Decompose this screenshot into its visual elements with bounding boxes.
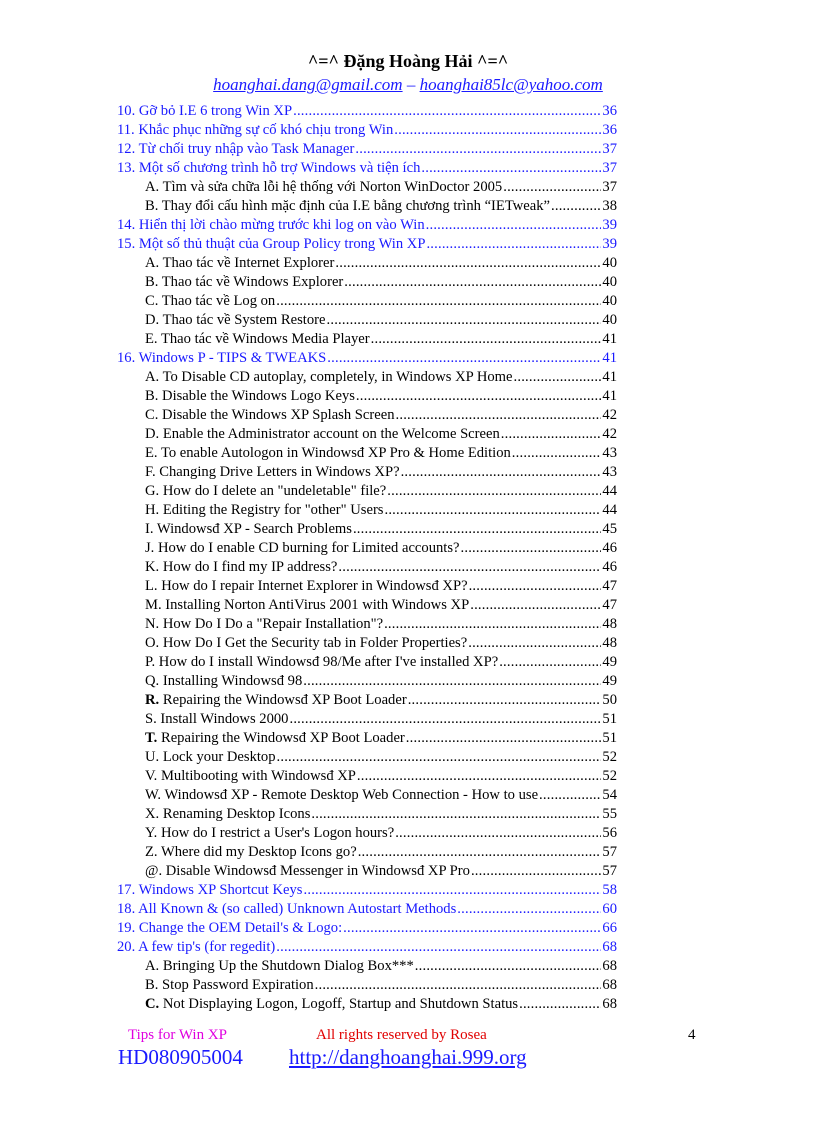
page-header-title: ^=^ Đặng Hoàng Hải ^=^ — [307, 51, 509, 71]
toc-entry-title — [145, 691, 407, 710]
toc-subentry[interactable] — [117, 615, 617, 634]
toc-entry-title: U. Lock your Desktop — [145, 749, 276, 765]
toc-dot-leader — [355, 140, 601, 159]
toc-dot-leader — [315, 976, 602, 995]
toc-subentry[interactable] — [117, 653, 617, 672]
toc-subentry[interactable] — [117, 254, 617, 273]
toc-subentry[interactable] — [117, 729, 617, 748]
email-link-gmail[interactable]: hoanghai.dang@gmail.com — [213, 75, 403, 94]
toc-page-number: 44 — [602, 483, 617, 499]
toc-page-number: 40 — [602, 312, 617, 328]
email-separator: – — [406, 75, 416, 94]
toc-page-number: 41 — [602, 369, 617, 385]
toc-page-number: 56 — [602, 825, 617, 841]
toc-dot-leader — [514, 368, 602, 387]
toc-page-number: 40 — [602, 293, 617, 309]
toc-subentry[interactable] — [117, 805, 617, 824]
toc-dot-leader — [387, 482, 601, 501]
toc-dot-leader — [426, 216, 602, 235]
toc-dot-leader — [344, 273, 601, 292]
toc-entry-title: M. Installing Norton AntiVirus 2001 with Windows XP — [145, 597, 470, 613]
toc-page-number: 54 — [602, 787, 617, 803]
toc-entry[interactable] — [117, 159, 617, 178]
toc-page-number: 49 — [602, 673, 617, 689]
toc-entry-title — [145, 995, 518, 1014]
toc-entry-title: N. How Do I Do a "Repair Installation"? — [145, 616, 384, 632]
toc-dot-leader — [357, 767, 601, 786]
toc-entry[interactable] — [117, 938, 617, 957]
toc-dot-leader — [384, 501, 601, 520]
toc-entry-title: H. Editing the Registry for "other" Users — [145, 502, 384, 518]
toc-dot-leader — [395, 824, 601, 843]
toc-entry-title: W. Windowsđ XP - Remote Desktop Web Connection - How to use — [145, 787, 539, 803]
toc-page-number: 68 — [602, 977, 617, 993]
toc-dot-leader — [421, 159, 601, 178]
toc-page-number: 68 — [602, 939, 617, 955]
toc-page-number: 46 — [602, 540, 617, 556]
toc-dot-leader — [293, 102, 601, 121]
toc-dot-leader — [519, 995, 601, 1014]
toc-subentry[interactable] — [117, 843, 617, 862]
toc-entry-title: B. Thay đổi cấu hình mặc định của I.E bằng chương trình “IETweak” — [145, 198, 550, 214]
toc-dot-leader — [401, 463, 602, 482]
toc-entry-text: Repairing the Windowsđ XP Boot Loader — [162, 692, 407, 708]
toc-dot-leader — [311, 805, 601, 824]
toc-entry-title: A. Tìm và sửa chữa lỗi hệ thống với Norton WinDoctor 2005 — [145, 179, 503, 195]
toc-subentry[interactable] — [117, 767, 617, 786]
toc-page-number: 36 — [602, 122, 617, 138]
toc-subentry[interactable] — [117, 539, 617, 558]
email-link-yahoo[interactable]: hoanghai85lc@yahoo.com — [419, 75, 603, 94]
toc-dot-leader — [343, 919, 601, 938]
toc-dot-leader — [276, 292, 601, 311]
toc-entry-title: O. How Do I Get the Security tab in Folder Properties? — [145, 635, 468, 651]
toc-page-number: 57 — [602, 844, 617, 860]
toc-subentry[interactable] — [117, 596, 617, 615]
toc-entry[interactable] — [117, 121, 617, 140]
toc-dot-leader — [335, 254, 601, 273]
toc-entry-title: B. Thao tác về Windows Explorer — [145, 274, 344, 290]
toc-subentry[interactable] — [117, 292, 617, 311]
toc-subentry[interactable] — [117, 330, 617, 349]
toc-entry-title: 17. Windows XP Shortcut Keys — [117, 882, 303, 898]
toc-entry-title: C. Thao tác về Log on — [145, 293, 276, 309]
toc-entry-title: E. Thao tác về Windows Media Player — [145, 331, 370, 347]
toc-subentry[interactable] — [117, 501, 617, 520]
toc-subentry[interactable] — [117, 824, 617, 843]
toc-page-number: 47 — [602, 597, 617, 613]
footer-document-code: HD080905004 — [118, 1045, 243, 1069]
toc-dot-leader — [426, 235, 601, 254]
toc-entry-title: 14. Hiển thị lời chào mừng trước khi log on vào Win — [117, 217, 425, 233]
toc-entry[interactable] — [117, 919, 617, 938]
toc-page-number: 52 — [602, 749, 617, 765]
toc-page-number: 49 — [602, 654, 617, 670]
toc-page-number: 41 — [602, 350, 617, 366]
toc-page-number: 40 — [602, 274, 617, 290]
toc-dot-leader — [539, 786, 601, 805]
toc-subentry[interactable] — [117, 368, 617, 387]
toc-page-number: 47 — [602, 578, 617, 594]
toc-subentry[interactable] — [117, 862, 617, 881]
toc-subentry[interactable] — [117, 406, 617, 425]
toc-dot-leader — [503, 178, 601, 197]
toc-entry-title: G. How do I delete an "undeletable" file? — [145, 483, 387, 499]
toc-dot-leader — [338, 558, 601, 577]
toc-entry[interactable] — [117, 102, 617, 121]
toc-subentry[interactable] — [117, 463, 617, 482]
toc-dot-leader — [415, 957, 602, 976]
toc-entry-title: 19. Change the OEM Detail's & Logo: — [117, 920, 343, 936]
toc-page-number: 50 — [602, 692, 617, 708]
toc-subentry[interactable] — [117, 311, 617, 330]
toc-entry-title — [145, 729, 405, 748]
toc-dot-leader — [396, 406, 602, 425]
toc-subentry[interactable] — [117, 273, 617, 292]
toc-entry-title: C. Disable the Windows XP Splash Screen — [145, 407, 395, 423]
toc-page-number: 41 — [602, 331, 617, 347]
toc-subentry[interactable] — [117, 178, 617, 197]
toc-dot-leader — [468, 634, 601, 653]
toc-page-number: 42 — [602, 407, 617, 423]
page-number: 4 — [688, 1027, 696, 1043]
toc-entry-title: Z. Where did my Desktop Icons go? — [145, 844, 357, 860]
toc-page-number: 68 — [602, 958, 617, 974]
toc-dot-leader — [471, 862, 601, 881]
toc-entry-title: X. Renaming Desktop Icons — [145, 806, 311, 822]
toc-dot-leader — [356, 387, 601, 406]
toc-dot-leader — [353, 520, 601, 539]
toc-entry-letter: R. — [145, 692, 160, 708]
toc-entry-title: B. Stop Password Expiration — [145, 977, 314, 993]
toc-entry[interactable] — [117, 235, 617, 254]
toc-subentry[interactable] — [117, 482, 617, 501]
toc-page-number: 66 — [602, 920, 617, 936]
toc-page-number: 58 — [602, 882, 617, 898]
toc-dot-leader — [384, 615, 601, 634]
toc-entry-title: 11. Khắc phục những sự cố khó chịu trong Win — [117, 122, 394, 138]
toc-dot-leader — [501, 425, 602, 444]
toc-entry-text: Repairing the Windowsđ XP Boot Loader — [160, 730, 405, 746]
toc-page-number: 48 — [602, 635, 617, 651]
toc-entry-title: 12. Từ chối truy nhập vào Task Manager — [117, 141, 355, 157]
toc-dot-leader — [512, 444, 602, 463]
toc-entry-letter: T. — [145, 730, 158, 746]
toc-page-number: 45 — [602, 521, 617, 537]
toc-subentry[interactable] — [117, 710, 617, 729]
toc-page-number: 44 — [602, 502, 617, 518]
toc-page-number: 39 — [602, 236, 617, 252]
toc-dot-leader — [457, 900, 601, 919]
toc-dot-leader — [276, 938, 601, 957]
toc-entry-title: 20. A few tip's (for regedit) — [117, 939, 276, 955]
toc-dot-leader — [289, 710, 601, 729]
toc-subentry[interactable] — [117, 786, 617, 805]
toc-page-number: 42 — [602, 426, 617, 442]
toc-dot-leader — [327, 311, 602, 330]
toc-subentry[interactable] — [117, 425, 617, 444]
toc-subentry[interactable] — [117, 976, 617, 995]
toc-page-number: 57 — [602, 863, 617, 879]
toc-entry-title: A. Bringing Up the Shutdown Dialog Box*** — [145, 958, 414, 974]
toc-entry-title: Q. Installing Windowsđ 98 — [145, 673, 303, 689]
toc-page-number: 39 — [602, 217, 617, 233]
toc-entry-title: A. Thao tác về Internet Explorer — [145, 255, 335, 271]
toc-page-number: 46 — [602, 559, 617, 575]
toc-page-number: 43 — [602, 445, 617, 461]
toc-subentry[interactable] — [117, 197, 617, 216]
toc-dot-leader — [303, 672, 601, 691]
toc-page-number: 41 — [602, 388, 617, 404]
toc-entry-title: 16. Windows P - TIPS & TWEAKS — [117, 350, 327, 366]
toc-subentry[interactable] — [117, 995, 617, 1014]
toc-dot-leader — [358, 843, 602, 862]
toc-entry-title: I. Windowsđ XP - Search Problems — [145, 521, 352, 537]
toc-dot-leader — [327, 349, 601, 368]
toc-entry-title: @. Disable Windowsđ Messenger in Windowsđ XP Pro — [145, 863, 470, 879]
toc-entry[interactable] — [117, 349, 617, 368]
toc-subentry[interactable] — [117, 520, 617, 539]
footer-document-label: Tips for Win XP — [128, 1027, 228, 1043]
toc-entry-title: V. Multibooting with Windowsđ XP — [145, 768, 356, 784]
toc-page-number: 36 — [602, 103, 617, 119]
toc-subentry[interactable] — [117, 672, 617, 691]
toc-entry-title: D. Thao tác về System Restore — [145, 312, 326, 328]
toc-entry-title: 15. Một số thủ thuật của Group Policy trong Win XP — [117, 236, 426, 252]
toc-entry-title: P. How do I install Windowsđ 98/Me after I've installed XP? — [145, 654, 499, 670]
toc-entry-text: Not Displaying Logon, Logoff, Startup and Shutdown Status — [162, 996, 519, 1012]
toc-page-number: 48 — [602, 616, 617, 632]
toc-page-number: 40 — [602, 255, 617, 271]
toc-page-number: 38 — [602, 198, 617, 214]
toc-subentry[interactable] — [117, 634, 617, 653]
toc-subentry[interactable] — [117, 748, 617, 767]
toc-subentry[interactable] — [117, 387, 617, 406]
toc-entry-letter: C. — [145, 996, 160, 1012]
toc-subentry[interactable] — [117, 577, 617, 596]
toc-page-number: 52 — [602, 768, 617, 784]
toc-dot-leader — [408, 691, 602, 710]
toc-page-number: 51 — [602, 730, 617, 746]
toc-page-number: 55 — [602, 806, 617, 822]
toc-entry-title: D. Enable the Administrator account on the Welcome Screen — [145, 426, 500, 442]
toc-dot-leader — [499, 653, 601, 672]
toc-dot-leader — [394, 121, 601, 140]
toc-page-number: 37 — [602, 179, 617, 195]
toc-page-number: 37 — [602, 141, 617, 157]
toc-page-number: 51 — [602, 711, 617, 727]
toc-entry-title: B. Disable the Windows Logo Keys — [145, 388, 355, 404]
toc-entry-title: L. How do I repair Internet Explorer in Windowsđ XP? — [145, 578, 468, 594]
toc-page-number: 43 — [602, 464, 617, 480]
toc-dot-leader — [469, 577, 602, 596]
toc-entry-title: S. Install Windows 2000 — [145, 711, 289, 727]
footer-website-link[interactable]: http://danghoanghai.999.org — [289, 1045, 527, 1069]
toc-subentry[interactable] — [117, 691, 617, 710]
toc-page-number: 37 — [602, 160, 617, 176]
toc-dot-leader — [461, 539, 602, 558]
toc-dot-leader — [277, 748, 602, 767]
toc-entry-title: 18. All Known & (so called) Unknown Autostart Methods — [117, 901, 457, 917]
toc-entry-title: 10. Gỡ bỏ I.E 6 trong Win XP — [117, 103, 293, 119]
table-of-contents — [117, 102, 617, 1014]
toc-dot-leader — [551, 197, 601, 216]
toc-subentry[interactable] — [117, 558, 617, 577]
toc-entry-title: E. To enable Autologon in Windowsđ XP Pro & Home Edition — [145, 445, 511, 461]
toc-page-number: 60 — [602, 901, 617, 917]
toc-entry-title: 13. Một số chương trình hỗ trợ Windows và tiện ích — [117, 160, 421, 176]
toc-entry[interactable] — [117, 216, 617, 235]
toc-entry[interactable] — [117, 140, 617, 159]
toc-entry-title: A. To Disable CD autoplay, completely, in Windows XP Home — [145, 369, 513, 385]
toc-dot-leader — [470, 596, 601, 615]
header-emails — [0, 75, 816, 95]
toc-entry-title: J. How do I enable CD burning for Limited accounts? — [145, 540, 460, 556]
toc-entry-title: F. Changing Drive Letters in Windows XP? — [145, 464, 400, 480]
toc-page-number: 68 — [602, 996, 617, 1012]
toc-entry-title: Y. How do I restrict a User's Logon hours? — [145, 825, 395, 841]
footer-rights: All rights reserved by Rosea — [316, 1027, 487, 1043]
toc-entry-title: K. How do I find my IP address? — [145, 559, 338, 575]
toc-subentry[interactable] — [117, 957, 617, 976]
toc-dot-leader — [371, 330, 602, 349]
toc-entry[interactable] — [117, 881, 617, 900]
toc-dot-leader — [304, 881, 602, 900]
toc-subentry[interactable] — [117, 444, 617, 463]
toc-entry[interactable] — [117, 900, 617, 919]
toc-dot-leader — [406, 729, 602, 748]
